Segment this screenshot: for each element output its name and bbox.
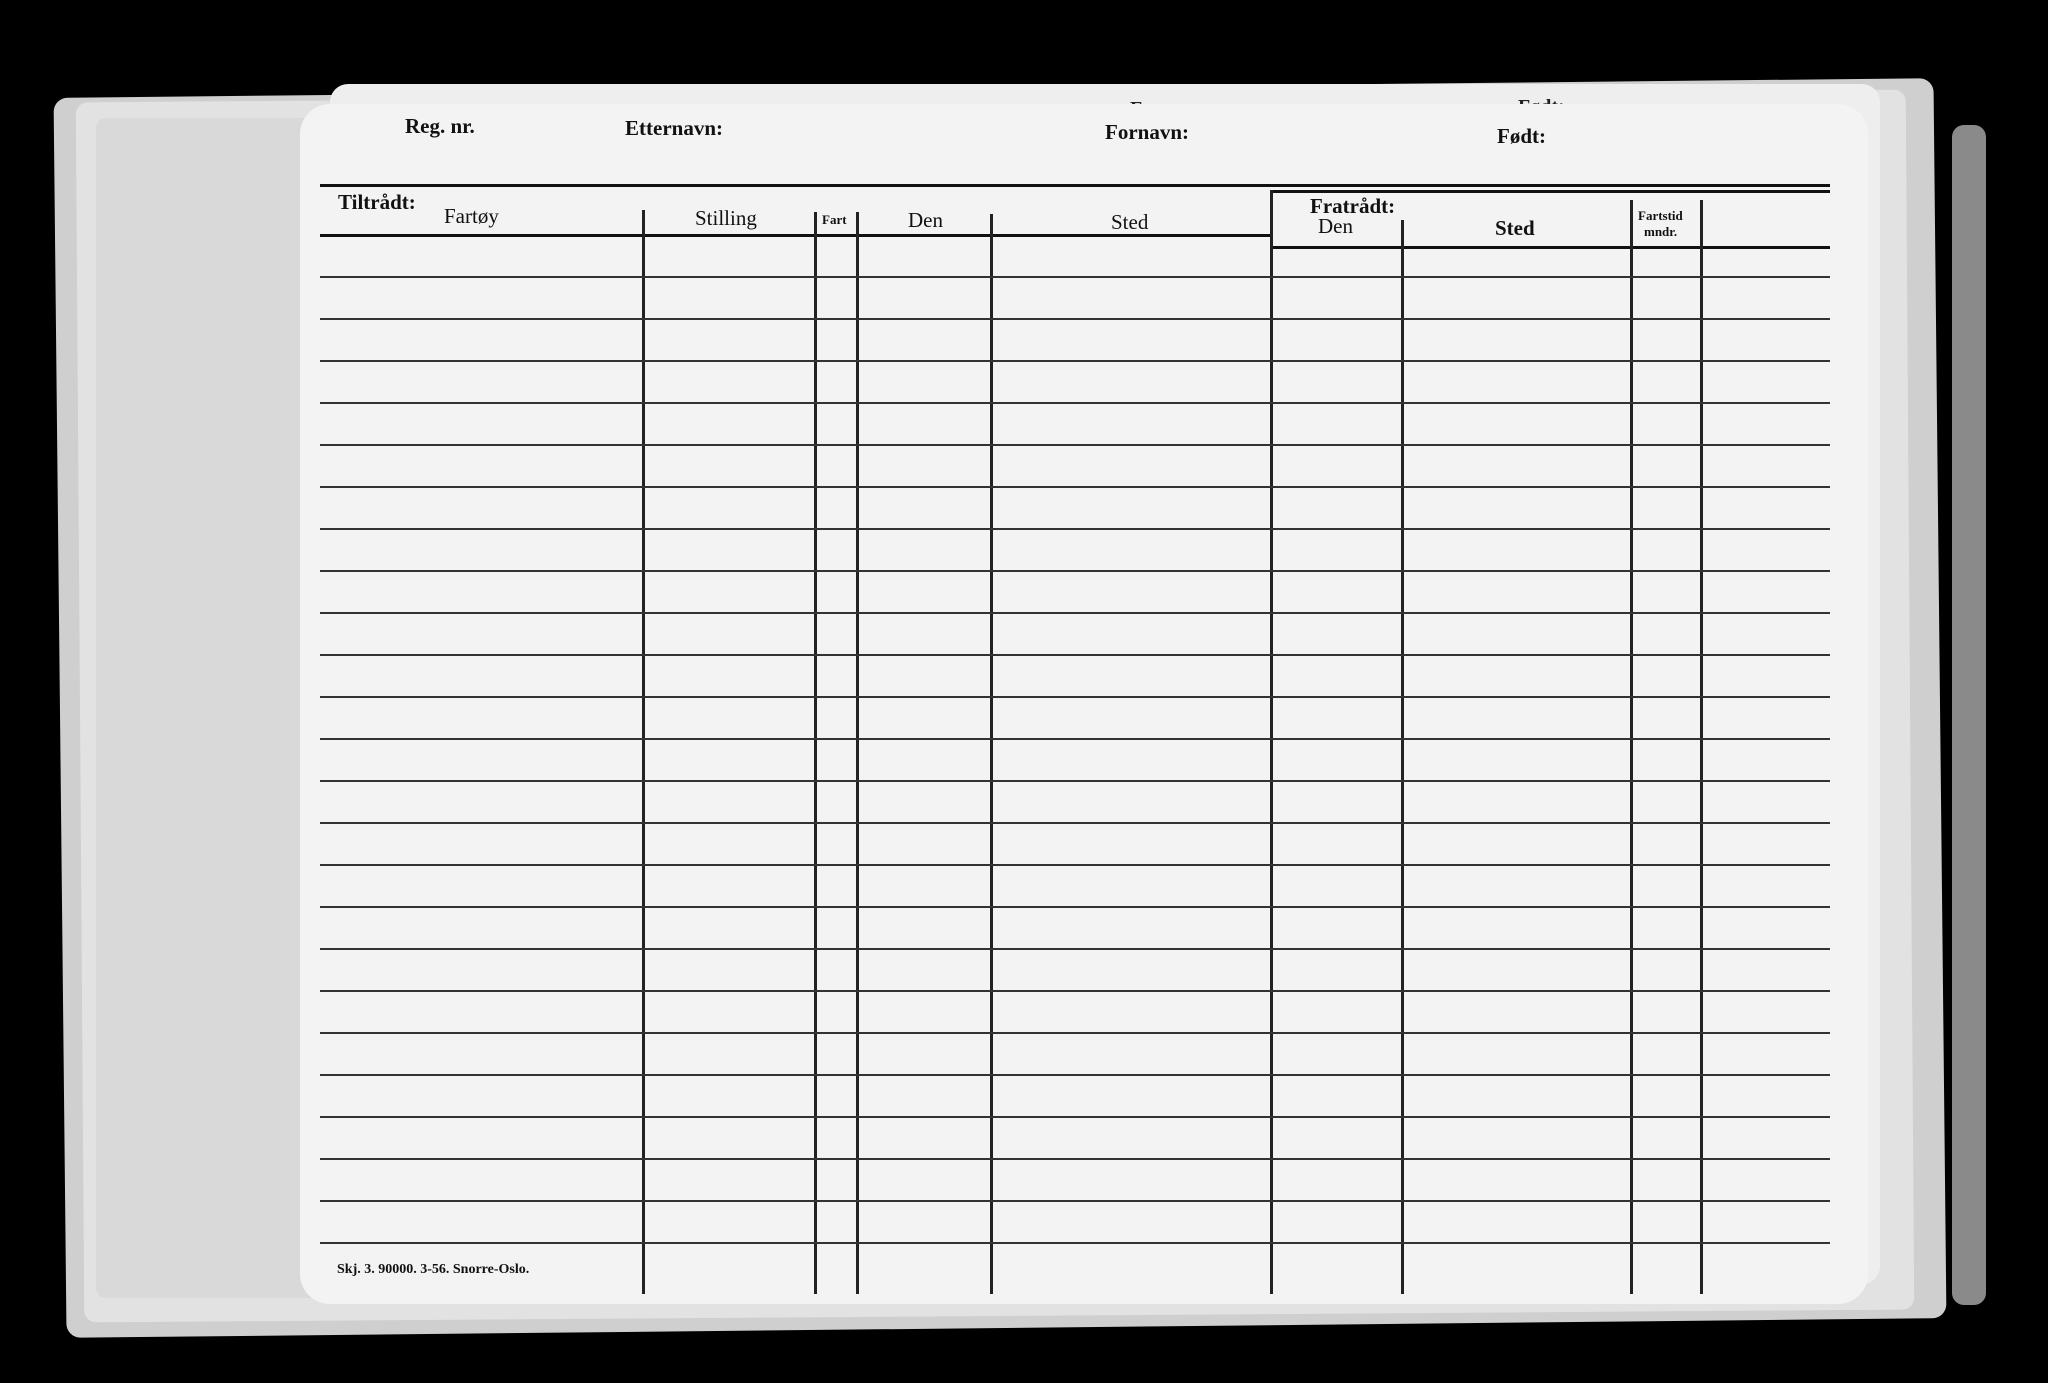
reg-nr-label: Reg. nr. [405, 114, 475, 138]
fartstid-unit-header: mndr. [1644, 224, 1678, 239]
entry-row-line [320, 906, 1830, 908]
fratradt-den-column-header: Den [1318, 214, 1353, 238]
entry-row-line [320, 948, 1830, 950]
entry-row-line [320, 486, 1830, 488]
fornavn-label: Fornavn: [1105, 120, 1189, 144]
header-top-rule [320, 184, 1830, 187]
entry-row-line [320, 1200, 1830, 1202]
divider-fartoy-stilling [642, 210, 645, 1294]
entry-row-line [320, 780, 1830, 782]
divider-fartstid-extra [1700, 200, 1703, 1294]
entry-row-line [320, 864, 1830, 866]
fodt-label: Født: [1497, 124, 1546, 148]
entry-row-line [320, 528, 1830, 530]
tiltradt-label: Tiltrådt: [338, 190, 416, 214]
etternavn-label: Etternavn: [625, 116, 723, 140]
print-footer: Skj. 3. 90000. 3-56. Snorre-Oslo. [337, 1262, 530, 1277]
header-bottom-rule-right [1270, 246, 1830, 249]
folder-spine [1952, 125, 1986, 1305]
entry-row-line [320, 360, 1830, 362]
entry-row-line [320, 1158, 1830, 1160]
divider-sted-fartstid [1630, 200, 1633, 1294]
fart-column-header: Fart [822, 212, 847, 227]
seaman-record-card [300, 104, 1868, 1304]
entry-row-line [320, 696, 1830, 698]
stilling-column-header: Stilling [695, 206, 757, 230]
entry-row-line [320, 570, 1830, 572]
entry-row-line [320, 738, 1830, 740]
divider-tiltradt-fratradt [1270, 190, 1273, 1294]
fratradt-top-rule [1270, 190, 1830, 193]
divider-fart-den [856, 212, 859, 1294]
entry-row-line [320, 1242, 1830, 1244]
entry-row-line [320, 822, 1830, 824]
entry-row-line [320, 444, 1830, 446]
fratradt-sted-column-header: Sted [1495, 216, 1535, 240]
entry-row-line [320, 402, 1830, 404]
divider-den-sted [990, 214, 993, 1294]
entry-row-line [320, 1074, 1830, 1076]
entry-row-line [320, 654, 1830, 656]
entry-row-line [320, 1032, 1830, 1034]
sted-column-header: Sted [1111, 210, 1149, 234]
divider-fratradt-den-sted [1401, 220, 1404, 1294]
entry-row-line [320, 990, 1830, 992]
entry-row-line [320, 318, 1830, 320]
fartoy-column-header: Fartøy [444, 204, 499, 228]
fratradt-label: Fratrådt: [1310, 194, 1396, 218]
entry-row-line [320, 276, 1830, 278]
entry-row-line [320, 612, 1830, 614]
divider-stilling-fart [814, 212, 817, 1294]
fartstid-column-header: Fartstid [1638, 208, 1683, 223]
header-bottom-rule-left [320, 234, 1270, 237]
entry-row-line [320, 1116, 1830, 1118]
den-column-header: Den [908, 208, 943, 232]
